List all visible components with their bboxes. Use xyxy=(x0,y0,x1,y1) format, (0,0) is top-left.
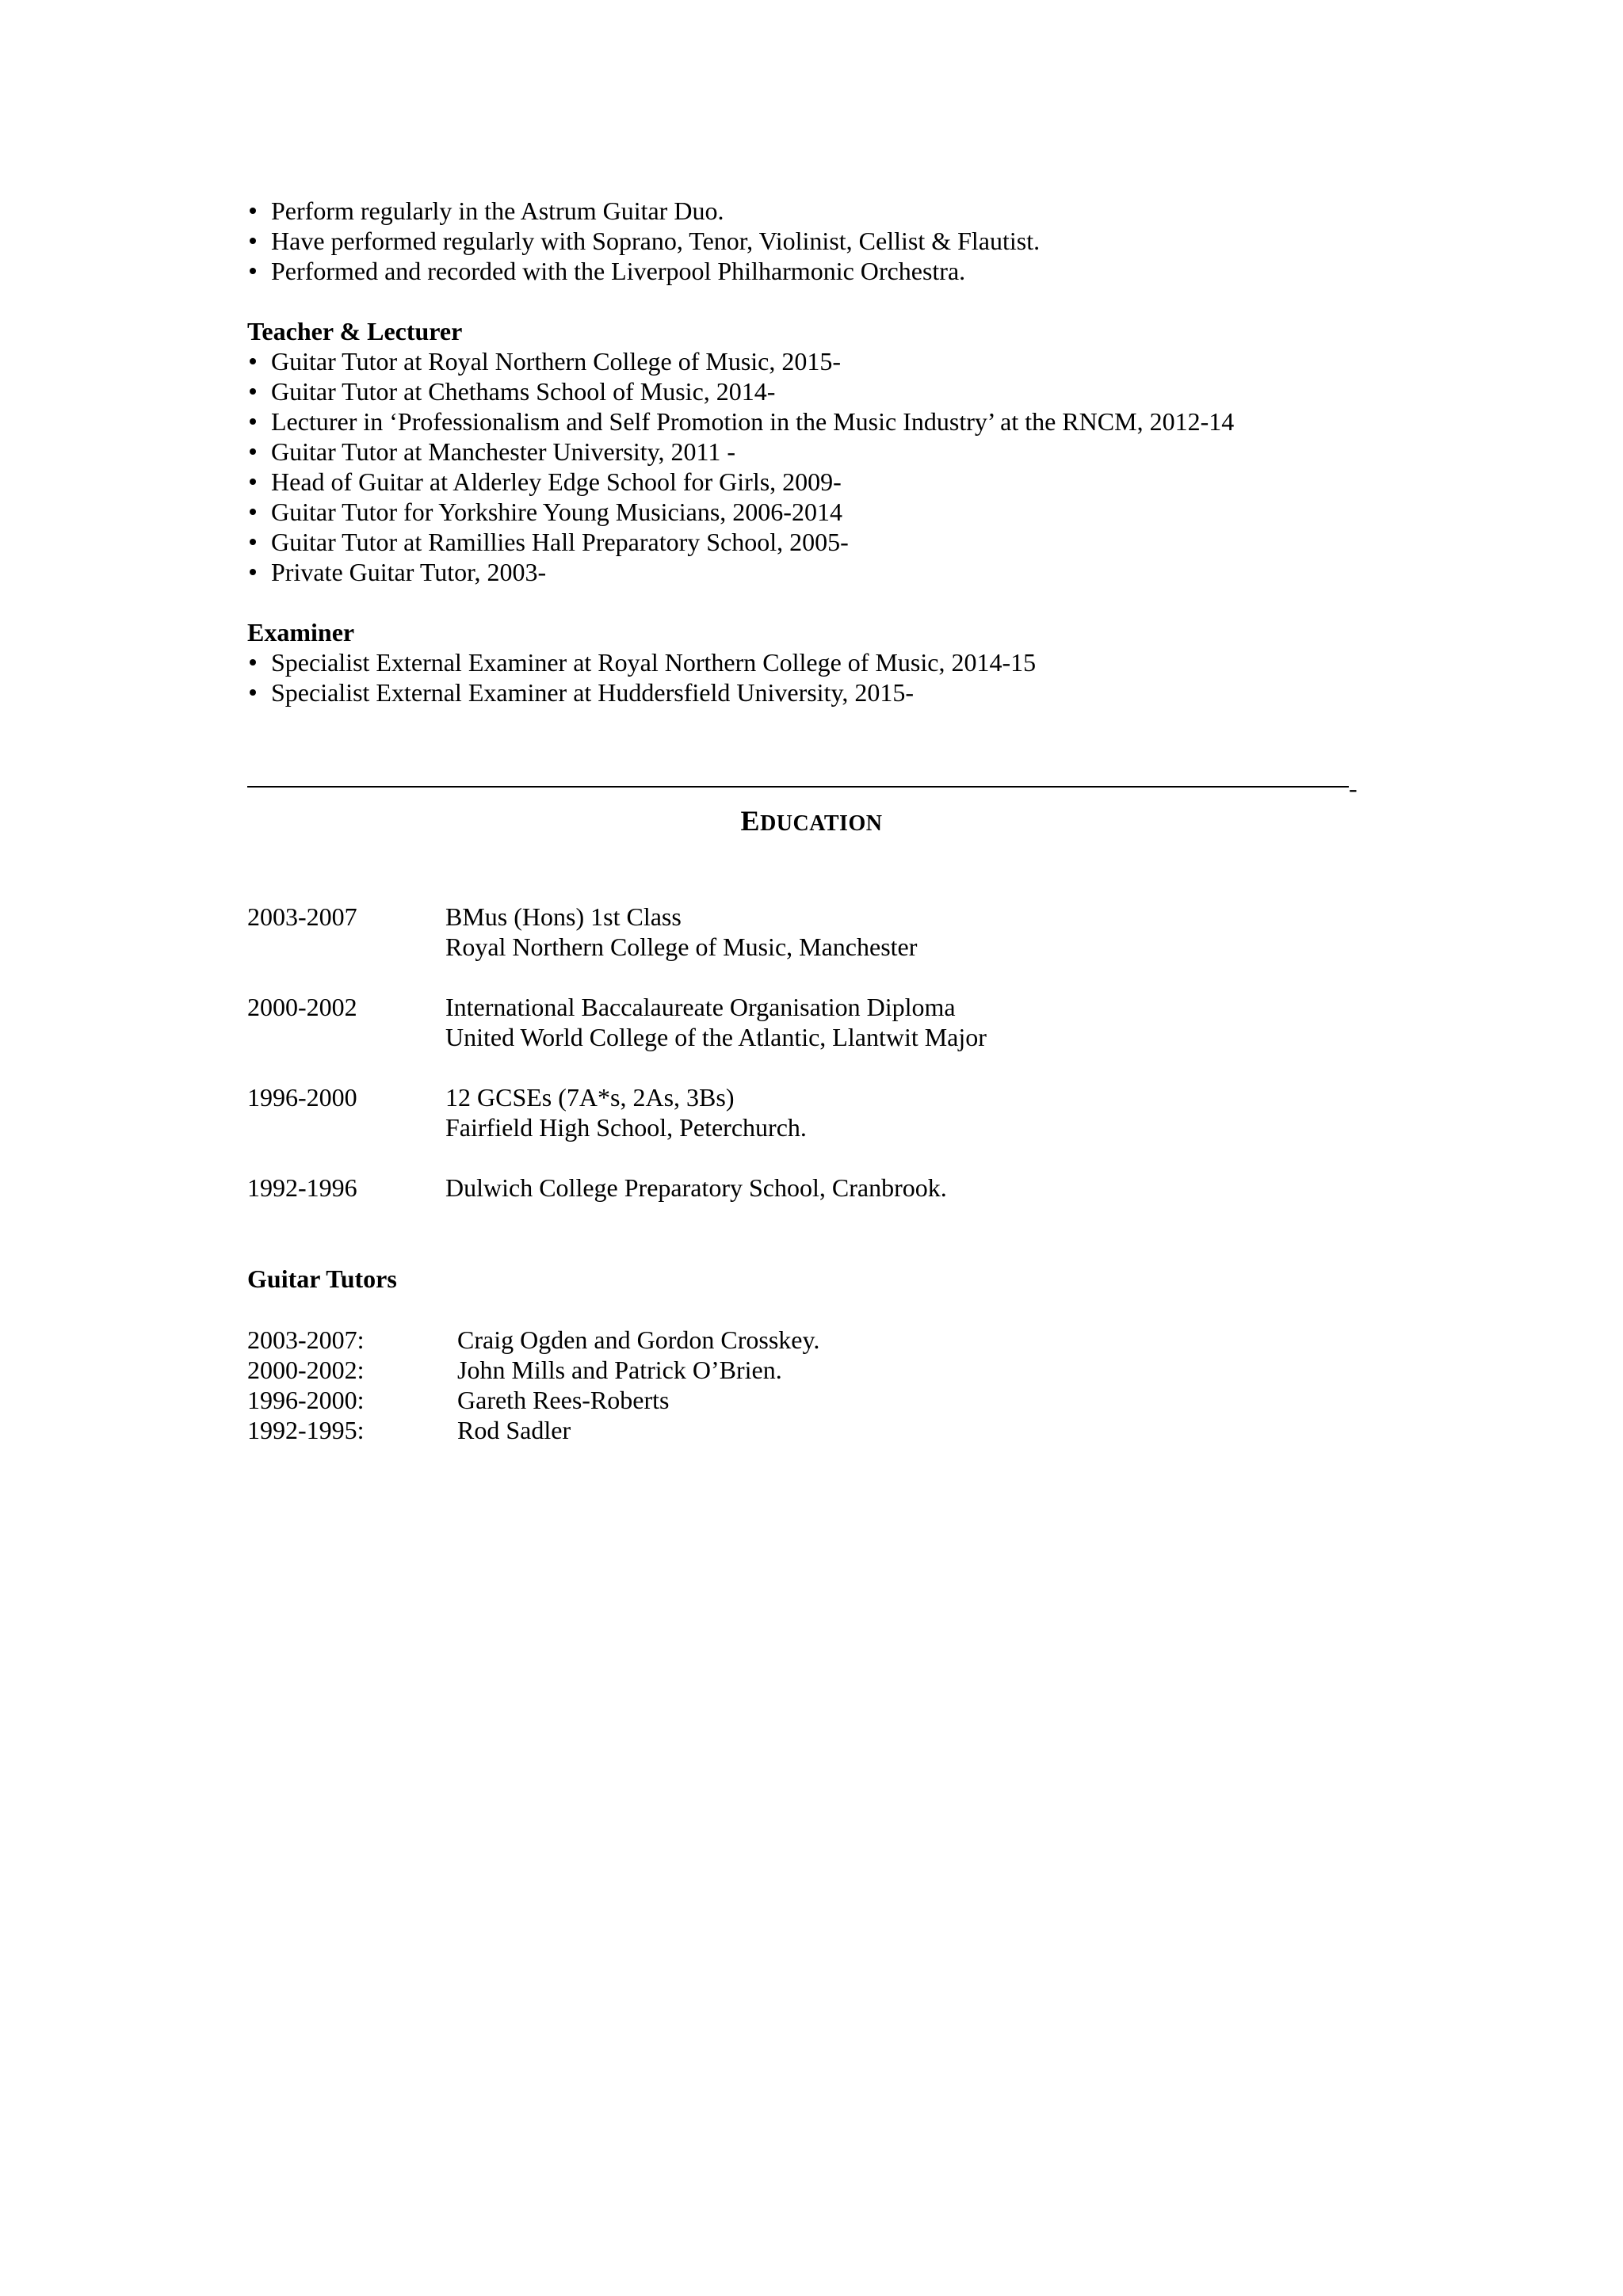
education-entry xyxy=(247,1173,1357,1203)
bullet-icon xyxy=(250,388,256,395)
education-years: 2000-2002 xyxy=(247,993,357,1021)
teacher-list xyxy=(247,346,1357,587)
list-item: Specialist External Examiner at Huddersfield University, 2015- xyxy=(247,677,1357,707)
bullet-icon xyxy=(250,509,256,515)
tutor-years: 1992-1995: xyxy=(247,1416,365,1444)
examiner-heading: Examiner xyxy=(247,618,355,646)
bullet-icon xyxy=(250,569,256,575)
list-item: Have performed regularly with Soprano, Tenor, Violinist, Cellist & Flautist. xyxy=(247,226,1357,256)
examiner-list xyxy=(247,647,1357,707)
bullet-icon xyxy=(250,448,256,455)
tutor-names: Craig Ogden and Gordon Crosskey. xyxy=(457,1325,820,1354)
education-qualification: International Baccalaureate Organisation Diploma xyxy=(445,993,956,1021)
education-qualification: 12 GCSEs (7A*s, 2As, 3Bs) xyxy=(445,1083,735,1112)
bullet-icon xyxy=(250,238,256,244)
bullet-icon xyxy=(250,689,256,696)
education-entry xyxy=(247,1082,1357,1142)
education-institution: Dulwich College Preparatory School, Cranbrook. xyxy=(445,1173,947,1202)
education-years: 1996-2000 xyxy=(247,1083,357,1112)
tutor-names: Rod Sadler xyxy=(457,1416,571,1444)
education-qualification: BMus (Hons) 1st Class xyxy=(445,902,682,931)
education-entry xyxy=(247,992,1357,1052)
tutor-years: 2003-2007: xyxy=(247,1325,365,1354)
education-years: 2003-2007 xyxy=(247,902,357,931)
list-item: Guitar Tutor at Ramillies Hall Preparatory School, 2005- xyxy=(247,527,1357,557)
guitar-tutors-heading: Guitar Tutors xyxy=(247,1264,397,1293)
guitar-tutors-list xyxy=(247,1325,819,1445)
education-list xyxy=(247,902,1357,1233)
list-item: Head of Guitar at Alderley Edge School for Girls, 2009- xyxy=(247,467,1357,497)
education-institution: Royal Northern College of Music, Manchester xyxy=(445,933,918,961)
bullet-icon xyxy=(250,418,256,425)
list-item: Specialist External Examiner at Royal Northern College of Music, 2014-15 xyxy=(247,647,1357,677)
cv-page-content xyxy=(247,196,1357,707)
tutor-years: 2000-2002: xyxy=(247,1356,365,1384)
tutor-names: John Mills and Patrick O’Brien. xyxy=(457,1356,782,1384)
tutor-row xyxy=(247,1325,819,1355)
education-institution: Fairfield High School, Peterchurch. xyxy=(445,1113,807,1142)
bullet-icon xyxy=(250,268,256,274)
list-item: Guitar Tutor at Chethams School of Music, 2014- xyxy=(247,376,1357,406)
divider-tail: - xyxy=(1349,774,1358,803)
tutor-years: 1996-2000: xyxy=(247,1386,365,1414)
education-section-title: EDUCATION xyxy=(740,805,883,837)
tutor-row xyxy=(247,1385,819,1415)
list-item: Guitar Tutor for Yorkshire Young Musicians, 2006-2014 xyxy=(247,497,1357,527)
bullet-icon xyxy=(250,358,256,364)
tutor-row xyxy=(247,1415,819,1445)
list-item: Private Guitar Tutor, 2003- xyxy=(247,557,1357,587)
bullet-icon xyxy=(250,208,256,214)
tutor-row xyxy=(247,1355,819,1385)
list-item: Perform regularly in the Astrum Guitar Duo. xyxy=(247,196,1357,226)
list-item: Lecturer in ‘Professionalism and Self Promotion in the Music Industry’ at the RNCM, 2012-14 xyxy=(247,406,1357,437)
bullet-icon xyxy=(250,539,256,545)
list-item: Performed and recorded with the Liverpool Philharmonic Orchestra. xyxy=(247,256,1357,286)
education-institution: United World College of the Atlantic, Llantwit Major xyxy=(445,1023,987,1051)
tutor-names: Gareth Rees-Roberts xyxy=(457,1386,670,1414)
list-item: Guitar Tutor at Royal Northern College of Music, 2015- xyxy=(247,346,1357,376)
performer-list xyxy=(247,196,1357,286)
list-item: Guitar Tutor at Manchester University, 2011 - xyxy=(247,437,1357,467)
teacher-heading: Teacher & Lecturer xyxy=(247,317,463,345)
education-years: 1992-1996 xyxy=(247,1173,357,1202)
education-entry xyxy=(247,902,1357,962)
bullet-icon xyxy=(250,479,256,485)
bullet-icon xyxy=(250,659,256,666)
section-divider xyxy=(247,786,1349,788)
